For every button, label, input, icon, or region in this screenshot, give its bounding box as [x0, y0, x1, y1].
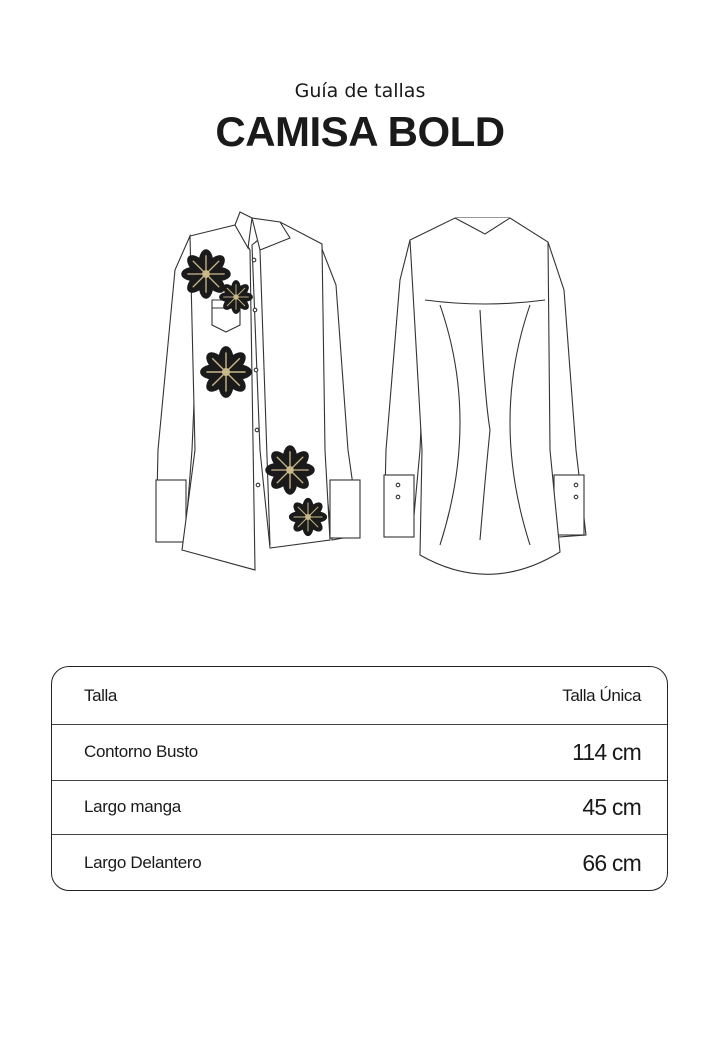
measurement-value: 66 cm — [582, 849, 641, 876]
table-row — [52, 724, 667, 780]
measurement-label: Largo Delantero — [84, 853, 202, 872]
product-title: CAMISA BOLD — [215, 108, 505, 155]
measurement-value: 114 cm — [572, 738, 641, 765]
size-header-value: Talla Única — [562, 685, 641, 705]
size-table — [51, 666, 668, 891]
shirt-illustration — [140, 200, 600, 600]
measurement-label: Contorno Busto — [84, 742, 198, 761]
table-row — [52, 834, 667, 891]
table-row — [52, 780, 667, 834]
size-header-label: Talla — [84, 685, 117, 705]
measurement-label: Largo manga — [84, 797, 181, 816]
size-guide-subtitle: Guía de tallas — [294, 80, 426, 102]
measurement-value: 45 cm — [582, 793, 641, 820]
shirt-front-view — [156, 212, 360, 570]
size-table-header — [52, 667, 667, 724]
shirt-back-view — [384, 218, 586, 574]
